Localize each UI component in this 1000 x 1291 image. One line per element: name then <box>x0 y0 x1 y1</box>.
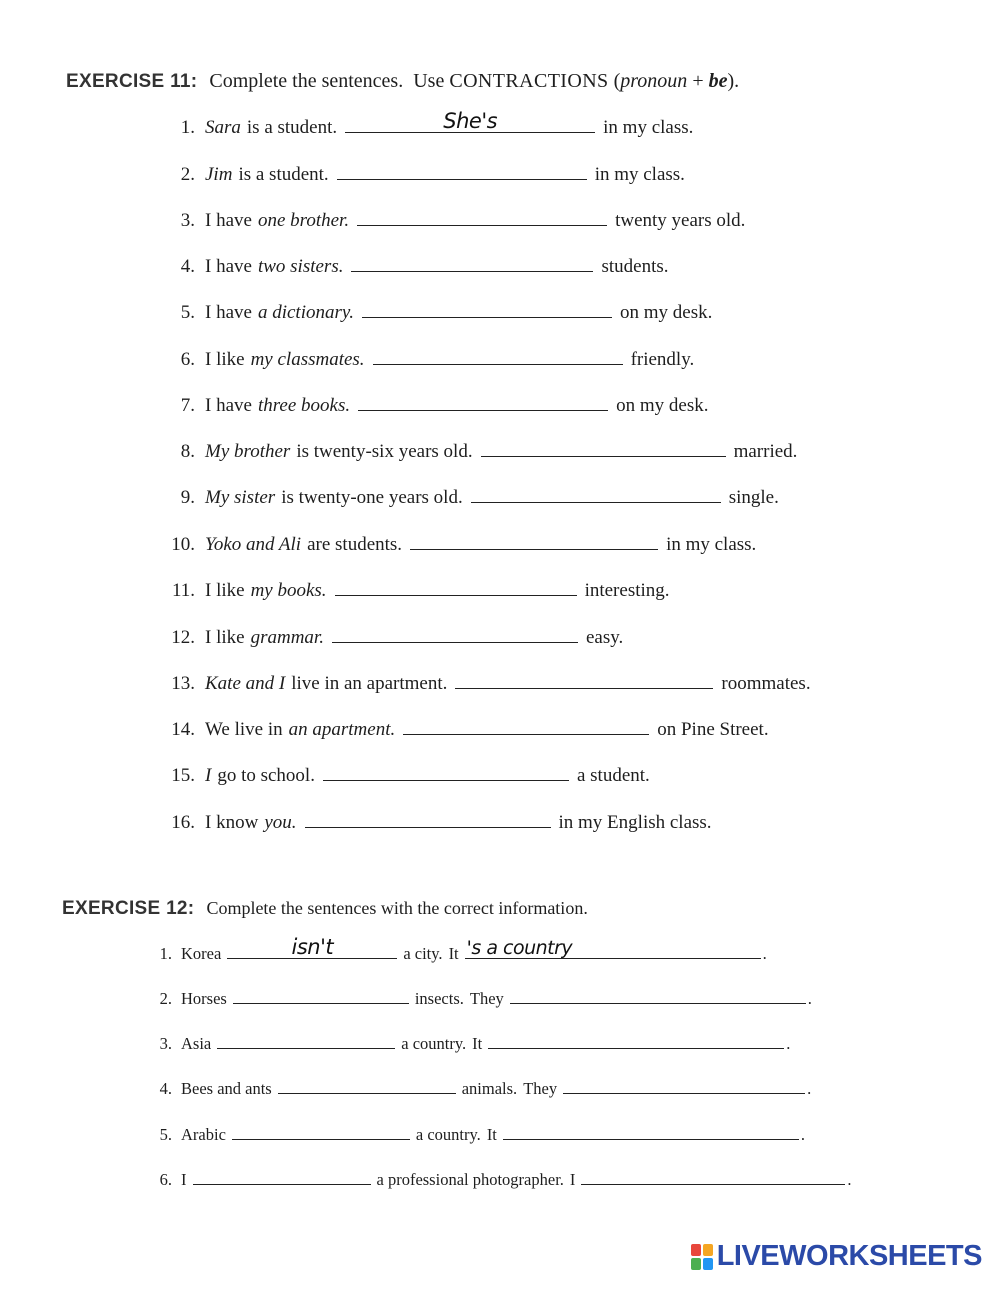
item-number: 6. <box>180 349 195 370</box>
answer-text-2: 's a country <box>466 937 573 959</box>
exercise-11-item <box>165 579 670 602</box>
item-number: 3. <box>159 1034 172 1053</box>
item-text-end: students. <box>601 256 669 277</box>
item-number: 5. <box>180 302 195 323</box>
exercise-11-heading <box>66 70 739 93</box>
item-number: 1. <box>159 944 172 963</box>
answer-blank[interactable] <box>332 626 578 643</box>
exercise-11-item <box>165 626 623 649</box>
item-text-after: is twenty-one years old. <box>281 487 463 508</box>
answer-blank[interactable] <box>481 440 726 457</box>
exercise-12-item <box>154 989 812 1009</box>
answer-blank-1[interactable] <box>217 1034 395 1049</box>
answer-blank-2[interactable] <box>503 1125 799 1140</box>
answer-blank-1[interactable] <box>233 989 409 1004</box>
item-middle: a city. <box>403 944 443 963</box>
item-emphasis: my books. <box>250 580 327 601</box>
answer-blank[interactable] <box>373 348 623 365</box>
item-number: 13. <box>171 673 195 694</box>
exercise-11-item <box>165 163 685 186</box>
item-number: 15. <box>171 765 195 786</box>
exercise-11-item <box>165 255 669 278</box>
item-text-end: interesting. <box>584 580 670 601</box>
exercise-11-item <box>165 301 712 324</box>
exercise-11-instruction: Complete the sentences. Use CONTRACTIONS (pronoun + be). <box>209 70 740 92</box>
item-emphasis: my classmates. <box>250 349 365 370</box>
item-text-before: I like <box>205 627 245 648</box>
item-emphasis: grammar. <box>250 627 324 648</box>
exercise-12-item <box>154 1079 811 1099</box>
answer-blank-1[interactable] <box>193 1170 371 1185</box>
exercise-11-item <box>165 394 708 417</box>
exercise-11-item <box>165 109 694 139</box>
exercise-12-item <box>154 1125 805 1145</box>
item-text-end: in my class. <box>666 534 757 555</box>
answer-blank[interactable] <box>362 301 612 318</box>
item-text-after: is twenty-six years old. <box>296 441 473 462</box>
item-middle: insects. <box>414 989 464 1008</box>
item-emphasis: Sara <box>205 117 241 138</box>
item-text-after: is a student. <box>238 164 329 185</box>
item-emphasis: I <box>205 765 212 786</box>
answer-text-1: isn't <box>291 935 334 959</box>
item-text-before: I have <box>205 210 252 231</box>
item-number: 10. <box>171 534 195 555</box>
exercise-11-item <box>165 764 650 787</box>
item-text-after: go to school. <box>217 765 315 786</box>
item-subject: Asia <box>181 1034 212 1053</box>
item-number: 16. <box>171 812 195 833</box>
item-text-after: is a student. <box>246 117 338 138</box>
exercise-12-item <box>154 1034 790 1054</box>
item-text-before: I have <box>205 302 252 323</box>
item-end-punct: . <box>807 1079 812 1098</box>
item-pronoun: It <box>448 944 459 963</box>
item-emphasis: My brother <box>205 441 291 462</box>
exercise-11-item <box>165 440 797 463</box>
exercise-12-item <box>154 935 767 964</box>
item-end-punct: . <box>807 989 812 1008</box>
answer-blank-2[interactable] <box>510 989 806 1004</box>
item-subject: Korea <box>181 944 222 963</box>
answer-blank[interactable] <box>410 533 658 550</box>
answer-blank[interactable] <box>345 109 595 133</box>
item-end-punct: . <box>847 1170 852 1189</box>
liveworksheets-logo <box>691 1240 982 1273</box>
item-emphasis: an apartment. <box>288 719 396 740</box>
exercise-11-item <box>165 348 694 371</box>
exercise-12-instruction: Complete the sentences with the correct information. <box>206 898 588 918</box>
item-emphasis: you. <box>264 812 297 833</box>
answer-blank[interactable] <box>455 672 713 689</box>
item-emphasis: Yoko and Ali <box>205 534 302 555</box>
item-number: 5. <box>159 1125 172 1144</box>
item-emphasis: three books. <box>257 395 351 416</box>
item-text-before: I know <box>205 812 259 833</box>
answer-text: She's <box>443 109 498 133</box>
exercise-11-item <box>165 486 779 509</box>
item-text-end: married. <box>733 441 798 462</box>
item-subject: I <box>181 1170 187 1189</box>
item-text-end: roommates. <box>721 673 811 694</box>
exercise-11-item <box>165 672 811 695</box>
item-text-before: I like <box>205 580 245 601</box>
answer-blank[interactable] <box>357 209 607 226</box>
item-text-after: live in an apartment. <box>291 673 448 694</box>
item-pronoun: It <box>486 1125 497 1144</box>
item-subject: Bees and ants <box>181 1079 272 1098</box>
answer-blank[interactable] <box>403 718 649 735</box>
item-subject: Horses <box>181 989 227 1008</box>
exercise-12-heading <box>62 898 588 920</box>
item-end-punct: . <box>762 944 767 963</box>
item-number: 7. <box>180 395 195 416</box>
item-text-end: in my class. <box>603 117 694 138</box>
answer-blank[interactable] <box>358 394 608 411</box>
answer-blank[interactable] <box>323 764 569 781</box>
item-text-end: single. <box>728 487 779 508</box>
item-number: 2. <box>159 989 172 1008</box>
exercise-11-item <box>165 811 712 834</box>
exercise-11-item <box>165 209 745 232</box>
item-middle: animals. <box>461 1079 518 1098</box>
item-number: 11. <box>171 580 195 601</box>
item-text-end: in my English class. <box>558 812 712 833</box>
item-middle: a country. <box>401 1034 467 1053</box>
item-emphasis: one brother. <box>257 210 350 231</box>
answer-blank-2[interactable] <box>581 1170 845 1185</box>
item-number: 3. <box>180 210 195 231</box>
answer-blank-2[interactable] <box>563 1079 805 1094</box>
item-subject: Arabic <box>181 1125 226 1144</box>
item-text-end: friendly. <box>630 349 695 370</box>
item-text-end: twenty years old. <box>615 210 746 231</box>
answer-blank-1[interactable] <box>278 1079 456 1094</box>
item-middle: a country. <box>415 1125 481 1144</box>
item-emphasis: Kate and I <box>205 673 286 694</box>
item-text-end: on my desk. <box>620 302 713 323</box>
item-number: 1. <box>180 117 195 138</box>
item-text-end: in my class. <box>594 164 685 185</box>
item-number: 6. <box>159 1170 172 1189</box>
item-number: 4. <box>180 256 195 277</box>
item-number: 12. <box>171 627 195 648</box>
item-text-before: We live in <box>205 719 283 740</box>
item-end-punct: . <box>786 1034 791 1053</box>
item-pronoun: They <box>469 989 504 1008</box>
answer-blank-1[interactable] <box>227 935 397 959</box>
item-text-end: easy. <box>585 627 624 648</box>
item-emphasis: a dictionary. <box>257 302 355 323</box>
answer-blank-1[interactable] <box>232 1125 410 1140</box>
item-text-before: I have <box>205 395 252 416</box>
liveworksheets-logo-text: LIVEWORKSHEETS <box>716 1240 982 1272</box>
item-text-end: on Pine Street. <box>657 719 769 740</box>
exercise-11-label: EXERCISE 11: <box>66 71 198 92</box>
exercise-11-item <box>165 533 756 556</box>
item-text-end: a student. <box>576 765 650 786</box>
item-middle: a professional photographer. <box>376 1170 564 1189</box>
item-text-before: I like <box>205 349 245 370</box>
exercise-11-item <box>165 718 769 741</box>
answer-blank[interactable] <box>337 163 587 180</box>
item-end-punct: . <box>800 1125 806 1144</box>
item-pronoun: I <box>569 1170 576 1189</box>
liveworksheets-logo-icon <box>691 1244 713 1270</box>
answer-blank[interactable] <box>351 255 593 272</box>
item-emphasis: My sister <box>205 487 276 508</box>
item-emphasis: Jim <box>205 164 233 185</box>
exercise-12-item <box>154 1170 852 1190</box>
item-text-after: are students. <box>307 534 403 555</box>
answer-blank-2[interactable] <box>488 1034 784 1049</box>
item-number: 14. <box>171 719 195 740</box>
item-text-before: I have <box>205 256 252 277</box>
exercise-12-label: EXERCISE 12: <box>62 898 195 919</box>
item-pronoun: They <box>523 1079 558 1098</box>
item-number: 9. <box>180 487 195 508</box>
item-pronoun: It <box>472 1034 483 1053</box>
item-text-end: on my desk. <box>616 395 709 416</box>
item-number: 4. <box>159 1079 172 1098</box>
item-emphasis: two sisters. <box>257 256 344 277</box>
answer-blank[interactable] <box>471 486 721 503</box>
answer-blank[interactable] <box>335 579 577 596</box>
answer-blank-2[interactable] <box>465 937 761 959</box>
answer-blank[interactable] <box>305 811 551 828</box>
item-number: 2. <box>180 164 195 185</box>
item-number: 8. <box>180 441 195 462</box>
